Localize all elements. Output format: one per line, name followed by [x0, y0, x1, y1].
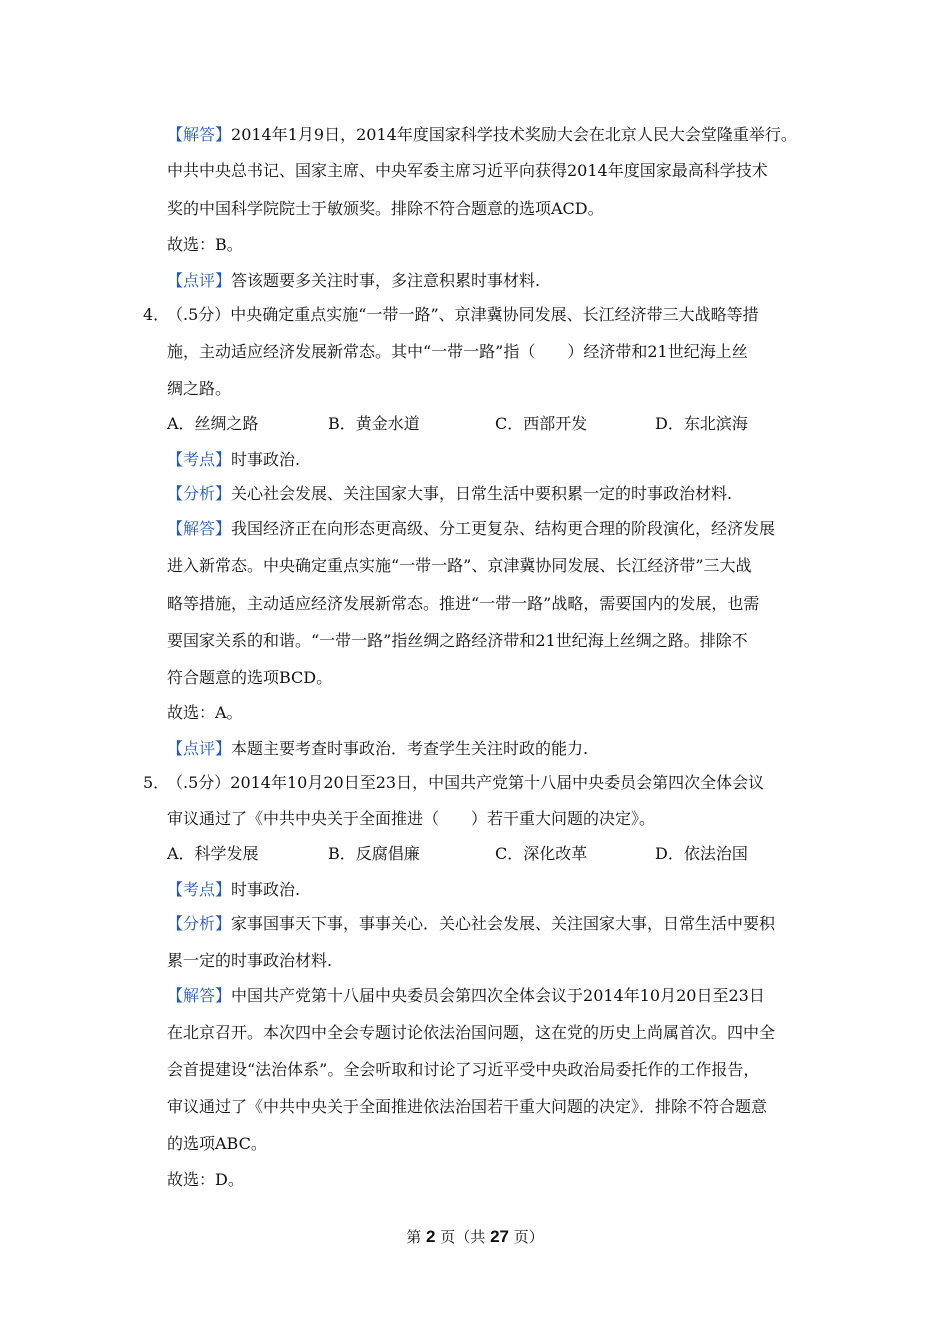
- q5-stem-line-1: [143, 772, 764, 794]
- q4-jieda-line-3: 略等措施，主动适应经济发展新常态。推进“一带一路”战略，需要国内的发展，也需: [167, 594, 760, 613]
- q5-jieda-line-3: 会首提建设“法治体系”。全会听取和讨论了习近平受中央政治局委托作的工作报告，: [167, 1060, 760, 1079]
- q3-answer: 故选：B。: [167, 235, 243, 254]
- q5-kaodian-text: 时事政治.: [231, 880, 301, 899]
- q4-stem-line-3: 绸之路。: [167, 379, 232, 398]
- q5-jieda-line-5: 的选项ABC。: [167, 1134, 267, 1153]
- q5-fenxi-line-2: 累一定的时事政治材料.: [167, 951, 333, 970]
- q4-jieda-text-1: 我国经济正在向形态更高级、分工更复杂、结构更合理的阶段演化，经济发展: [231, 519, 776, 538]
- q5-answer: 故选：D。: [167, 1170, 244, 1189]
- q4-fenxi-tag: 【分析】: [167, 484, 232, 503]
- q3-dianping: [167, 270, 540, 292]
- q5-option-c: C．深化改革: [495, 844, 588, 863]
- q5-fenxi-text-1: 家事国事天下事，事事关心．关心社会发展、关注国家大事，日常生活中要积: [231, 914, 776, 933]
- q4-dianping: [167, 738, 588, 760]
- q4-kaodian: [167, 449, 300, 471]
- q5-option-a: A．科学发展: [167, 844, 259, 863]
- q4-option-c: C．西部开发: [495, 414, 588, 433]
- q4-stem-line-1: [143, 304, 759, 326]
- footer-pre: 第: [406, 1228, 422, 1246]
- q3-dianping-text: 答该题要多关注时事，多注意积累时事材料.: [231, 271, 541, 290]
- footer-total-pages: 27: [490, 1227, 509, 1246]
- q3-jieda-line-1: [167, 124, 797, 146]
- q4-fenxi-text: 关心社会发展、关注国家大事，日常生活中要积累一定的时事政治材料.: [231, 484, 733, 503]
- q3-jieda-line-2: 中共中央总书记、国家主席、中央军委主席习近平向获得2014年度国家最高科学技术: [167, 161, 768, 180]
- q5-jieda-line-2: 在北京召开。本次四中全会专题讨论依法治国问题，这在党的历史上尚属首次。四中全: [167, 1023, 776, 1042]
- q4-answer: 故选：A。: [167, 703, 243, 722]
- q5-number: 5．: [143, 773, 170, 792]
- q4-kaodian-tag: 【考点】: [167, 450, 232, 469]
- q4-jieda-line-2: 进入新常态。中央确定重点实施“一带一路”、京津冀协同发展、长江经济带”三大战: [167, 556, 752, 575]
- q4-option-b: B．黄金水道: [328, 414, 420, 433]
- q4-jieda-line-5: 符合题意的选项BCD。: [167, 668, 333, 687]
- q4-jieda-line-4: 要国家关系的和谐。“一带一路”指丝绸之路经济带和21世纪海上丝绸之路。排除不: [167, 631, 748, 650]
- q3-jieda-line-3: 奖的中国科学院院士于敏颁奖。排除不符合题意的选项ACD。: [167, 199, 604, 218]
- q4-jieda-line-1: [167, 518, 775, 540]
- q3-dianping-tag: 【点评】: [167, 271, 232, 290]
- q4-option-d: D．东北滨海: [655, 414, 748, 433]
- q4-jieda-tag: 【解答】: [167, 519, 232, 538]
- q5-option-d: D．依法治国: [655, 844, 748, 863]
- q4-dianping-tag: 【点评】: [167, 739, 232, 758]
- q4-fenxi: [167, 483, 732, 505]
- q4-kaodian-text: 时事政治.: [231, 450, 301, 469]
- q3-jieda-text-1: 2014年1月9日，2014年度国家科学技术奖励大会在北京人民大会堂隆重举行。: [231, 125, 797, 144]
- q5-kaodian-tag: 【考点】: [167, 880, 232, 899]
- q3-jieda-tag: 【解答】: [167, 125, 232, 144]
- q5-stem-text-1: （.5分）2014年10月20日至23日，中国共产党第十八届中央委员会第四次全体会议: [167, 773, 765, 792]
- footer-post: 页）: [513, 1228, 544, 1246]
- q4-option-a: A．丝绸之路: [167, 414, 259, 433]
- q4-number: 4．: [143, 305, 170, 324]
- q5-kaodian: [167, 879, 300, 901]
- q5-fenxi-tag: 【分析】: [167, 914, 232, 933]
- q5-jieda-line-4: 审议通过了《中共中央关于全面推进依法治国若干重大问题的决定》．排除不符合题意: [167, 1097, 768, 1116]
- footer-page-number: 2: [426, 1227, 436, 1246]
- q5-jieda-tag: 【解答】: [167, 986, 232, 1005]
- q5-fenxi-line-1: [167, 913, 775, 935]
- q4-dianping-text: 本题主要考查时事政治．考查学生关注时政的能力.: [231, 739, 589, 758]
- q4-stem-text-1: （.5分）中央确定重点实施“一带一路”、京津冀协同发展、长江经济带三大战略等措: [167, 305, 759, 324]
- q5-jieda-text-1: 中国共产党第十八届中央委员会第四次全体会议于2014年10月20日至23日: [231, 986, 765, 1005]
- page-footer: [0, 1226, 950, 1247]
- q5-jieda-line-1: [167, 985, 765, 1007]
- footer-mid: 页（共: [440, 1228, 486, 1246]
- q4-stem-line-2: 施，主动适应经济发展新常态。其中“一带一路”指（ ）经济带和21世纪海上丝: [167, 342, 748, 361]
- q5-option-b: B．反腐倡廉: [328, 844, 420, 863]
- q5-stem-line-2: 审议通过了《中共中央关于全面推进（ ）若干重大问题的决定》。: [167, 809, 656, 828]
